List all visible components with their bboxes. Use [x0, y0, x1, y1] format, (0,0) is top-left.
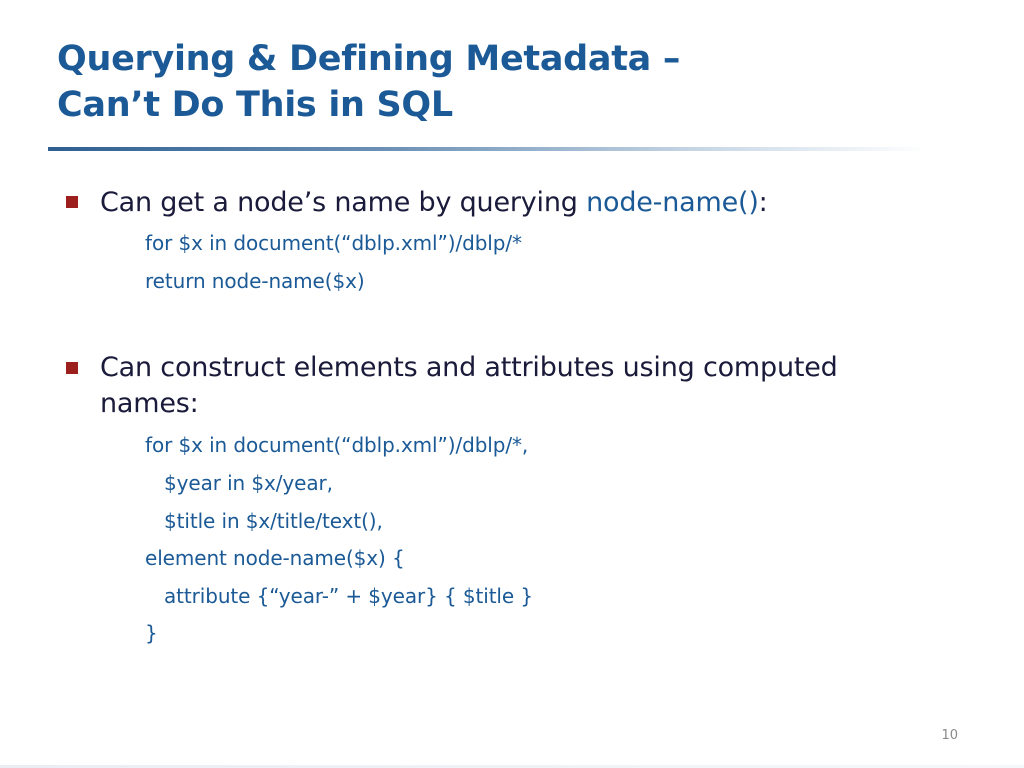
code-line: $title in $x/title/text(), [164, 509, 383, 533]
bullet-2-line-2: names: [100, 388, 199, 419]
bullet-1-colon: : [758, 187, 768, 218]
bullet-marker-2 [66, 362, 78, 374]
code-line: $year in $x/year, [164, 471, 333, 495]
code-line: for $x in document(“dblp.xml”)/dblp/*, [145, 433, 529, 457]
code-line: for $x in document(“dblp.xml”)/dblp/* [145, 231, 522, 255]
bullet-text-1 [100, 185, 920, 221]
bullet-text-2 [100, 350, 920, 422]
slide-title [57, 36, 957, 128]
slide-title-line-2: Can’t Do This in SQL [57, 85, 453, 125]
bullet-1-text: Can get a node’s name by querying [100, 187, 587, 218]
bullet-marker-1 [66, 196, 78, 208]
slide-title-line-1: Querying & Defining Metadata – [57, 39, 681, 79]
bullet-2-line-1: Can construct elements and attributes using computed [100, 352, 838, 383]
code-line: } [145, 621, 158, 645]
page-number: 10 [941, 728, 958, 743]
bullet-1-function: node-name() [586, 187, 759, 218]
code-line: attribute {“year-” + $year} { $title } [164, 584, 533, 608]
title-divider [48, 147, 928, 151]
code-line: return node-name($x) [145, 269, 365, 293]
code-line: element node-name($x) { [145, 546, 405, 570]
